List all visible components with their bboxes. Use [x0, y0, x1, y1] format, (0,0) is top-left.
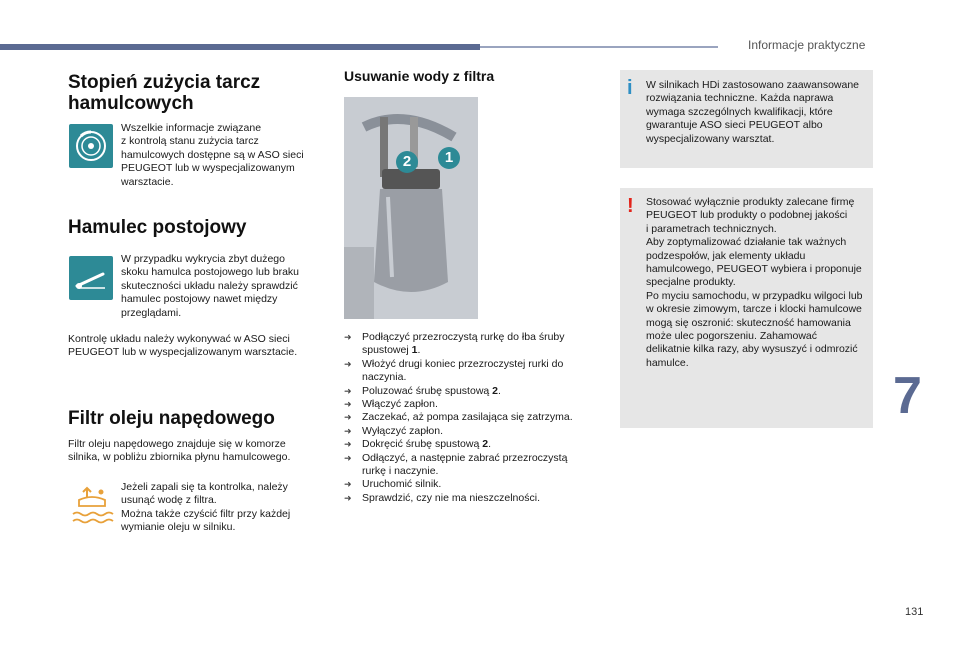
header-bar: [0, 44, 480, 50]
arrow-icon: ➜: [344, 358, 352, 369]
parking-brake-icon: [69, 256, 113, 300]
arrow-icon: ➜: [344, 452, 352, 463]
info-text: W silnikach HDi zastosowano zaawansowane rozwiązania techniczne. Każda naprawa wymaga szczególnych kwalifikacji, które gwarantuje ASO sieci PEUGEOT albo wyspecjalizowany warsztat.: [646, 79, 860, 145]
warning-box: [620, 188, 873, 428]
photo-label-1: 1: [438, 147, 460, 169]
list-item: ➜ Włożyć drugi koniec przezroczystej rurki do naczynia.: [344, 357, 564, 384]
chapter-number: 7: [893, 367, 922, 425]
brake-discs-title: Stopień zużycia tarcz hamulcowych: [68, 72, 261, 114]
parking-brake-title: Hamulec postojowy: [68, 217, 247, 238]
header-rule: [480, 46, 718, 48]
arrow-icon: ➜: [344, 385, 352, 396]
list-item: ➜ Włączyć zapłon.: [344, 398, 438, 411]
arrow-icon: ➜: [344, 492, 352, 503]
list-item: ➜ Poluzować śrubę spustową 2.: [344, 384, 501, 397]
list-item: ➜ Uruchomić silnik.: [344, 478, 442, 491]
brake-disc-icon: [69, 124, 113, 168]
list-item: ➜ Dokręcić śrubę spustową 2.: [344, 438, 491, 451]
brake-discs-text: Wszelkie informacje związane z kontrolą stanu zużycia tarcz hamulcowych dostępne są w ASO sieci PEUGEOT lub w wyspecjalizowanym warsztacie.: [121, 122, 304, 188]
photo-label-2: 2: [396, 151, 418, 173]
section-title: Informacje praktyczne: [748, 38, 866, 52]
parking-brake-note: Kontrolę układu należy wykonywać w ASO sieci PEUGEOT lub w wyspecjalizowanym warsztacie.: [68, 333, 298, 359]
info-icon: i: [627, 77, 633, 99]
diesel-filter-text: Filtr oleju napędowego znajduje się w komorze silnika, w pobliżu zbiornika płynu hamulcowego.: [68, 438, 291, 464]
list-item: ➜ Podłączyć przezroczystą rurkę do łba śruby spustowej 1.: [344, 331, 565, 357]
warning-text: Stosować wyłącznie produkty zalecane firmę PEUGEOT lub produkty o podobnej jakości i parametrach technicznych. Aby zoptymalizować działanie tak ważnych podzespołów, jak elementy układu hamulcowego, PEUGEOT wybiera i proponuje specjalne produkty. Po myciu samochodu, w przypadku wilgoci lub w okresie zimowym, tarcze i klocki hamulcowe mogą się oszronić: skuteczność hamowania może ulec pogorszeniu. Zahamować delikatnie kilka razy, aby wysuszyć i odmrozić hamulce.: [646, 196, 863, 369]
list-item: ➜ Wyłączyć zapłon.: [344, 424, 444, 437]
list-item: ➜ Odłączyć, a następnie zabrać przezroczystą rurkę i naczynie.: [344, 451, 568, 478]
water-in-fuel-icon: [69, 484, 115, 528]
arrow-icon: ➜: [344, 412, 352, 423]
diesel-filter-warning: Jeżeli zapali się ta kontrolka, należy usunąć wodę z filtra. Można także czyścić filtr przy każdej wymianie oleju w silniku.: [121, 481, 291, 534]
arrow-icon: ➜: [344, 399, 352, 410]
page-number: 131: [905, 606, 924, 618]
water-removal-title: Usuwanie wody z filtra: [344, 68, 495, 84]
parking-brake-text: W przypadku wykrycia zbyt dużego skoku hamulca postojowego lub braku skuteczności układu należy sprawdzić hamulec postojowy nawet między przeglądami.: [121, 253, 300, 319]
warning-icon: !: [627, 195, 634, 217]
info-box: [620, 70, 873, 168]
list-item: ➜ Sprawdzić, czy nie ma nieszczelności.: [344, 491, 540, 504]
arrow-icon: ➜: [344, 479, 352, 490]
arrow-icon: ➜: [344, 439, 352, 450]
list-item: ➜ Zaczekać, aż pompa zasilająca się zatrzyma.: [344, 411, 573, 424]
arrow-icon: ➜: [344, 332, 352, 342]
step-list: [344, 331, 592, 505]
arrow-icon: ➜: [344, 425, 352, 436]
fuel-filter-photo: [344, 97, 478, 319]
diesel-filter-title: Filtr oleju napędowego: [68, 408, 275, 429]
